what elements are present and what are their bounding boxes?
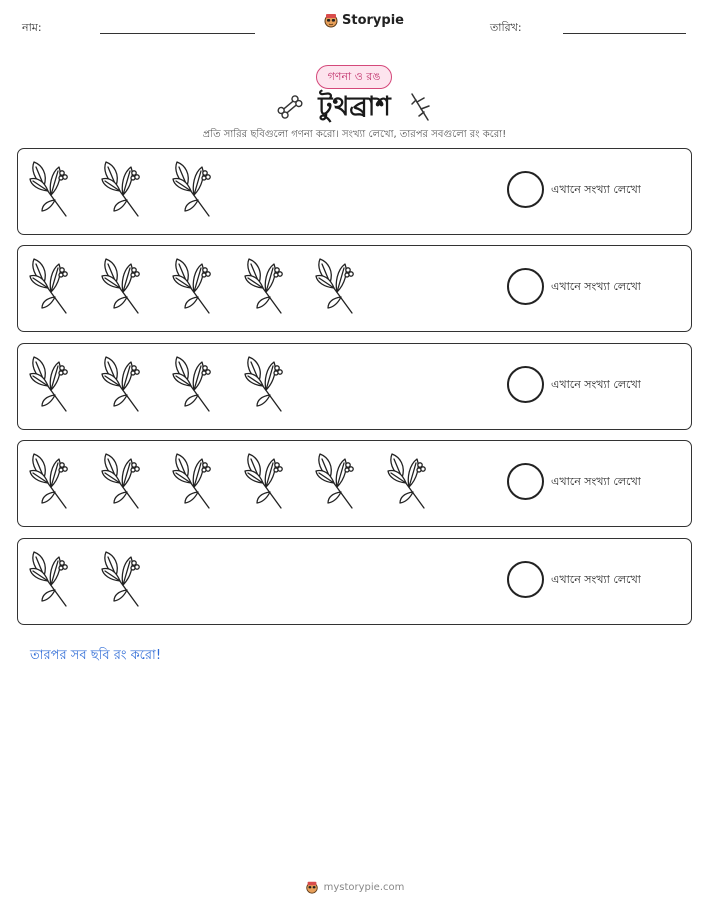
title-row xyxy=(0,90,709,126)
storypie-mascot-icon xyxy=(323,12,339,28)
count-row-5 xyxy=(17,538,692,625)
site-url: mystorypie.com xyxy=(323,881,405,893)
twig-icon xyxy=(28,549,72,607)
page-title: টুথব্রাশ xyxy=(318,92,391,122)
answer-label: এখানে সংখ্যা লেখো xyxy=(551,378,641,391)
twig-icon xyxy=(100,549,144,607)
answer-circle[interactable] xyxy=(507,561,544,598)
worksheet-header xyxy=(0,0,709,50)
answer-label: এখানে সংখ্যা লেখো xyxy=(551,183,641,196)
twig-icon xyxy=(243,354,287,412)
storypie-mascot-icon xyxy=(305,880,319,894)
twig-icon xyxy=(171,159,215,217)
twig-icon xyxy=(100,256,144,314)
answer-circle[interactable] xyxy=(507,268,544,305)
coloring-note: তারপর সব ছবি রং করো! xyxy=(30,648,162,663)
twig-icon xyxy=(28,451,72,509)
answer-label: এখানে সংখ্যা লেখো xyxy=(551,573,641,586)
answer-circle[interactable] xyxy=(507,463,544,500)
twig-icon xyxy=(314,451,358,509)
site-footer xyxy=(0,880,709,894)
twig-icon xyxy=(100,354,144,412)
twig-icon xyxy=(28,256,72,314)
category-badge: গণনা ও রঙ xyxy=(316,65,392,89)
brand-name: Storypie xyxy=(342,12,404,28)
twig-icon xyxy=(243,451,287,509)
twig-icon xyxy=(28,159,72,217)
twig-icon xyxy=(28,354,72,412)
instructions: প্রতি সারির ছবিগুলো গণনা করো। সংখ্যা লেখো, তারপর সবগুলো রং করো! xyxy=(202,129,507,140)
twig-icon xyxy=(314,256,358,314)
name-label: নাম: xyxy=(22,21,42,34)
brand-logo xyxy=(323,12,404,28)
name-line[interactable] xyxy=(100,33,255,34)
twig-icon xyxy=(404,92,434,122)
twig-icon xyxy=(171,256,215,314)
count-row-2 xyxy=(17,245,692,332)
count-row-1 xyxy=(17,148,692,235)
answer-label: এখানে সংখ্যা লেখো xyxy=(551,475,641,488)
date-label: তারিখ: xyxy=(490,21,522,34)
answer-label: এখানে সংখ্যা লেখো xyxy=(551,280,641,293)
answer-circle[interactable] xyxy=(507,366,544,403)
twig-icon xyxy=(171,354,215,412)
count-row-3 xyxy=(17,343,692,430)
twig-icon xyxy=(386,451,430,509)
answer-circle[interactable] xyxy=(507,171,544,208)
count-row-4 xyxy=(17,440,692,527)
twig-icon xyxy=(100,159,144,217)
date-line[interactable] xyxy=(563,33,686,34)
twig-icon xyxy=(243,256,287,314)
twig-icon xyxy=(100,451,144,509)
twig-icon xyxy=(171,451,215,509)
